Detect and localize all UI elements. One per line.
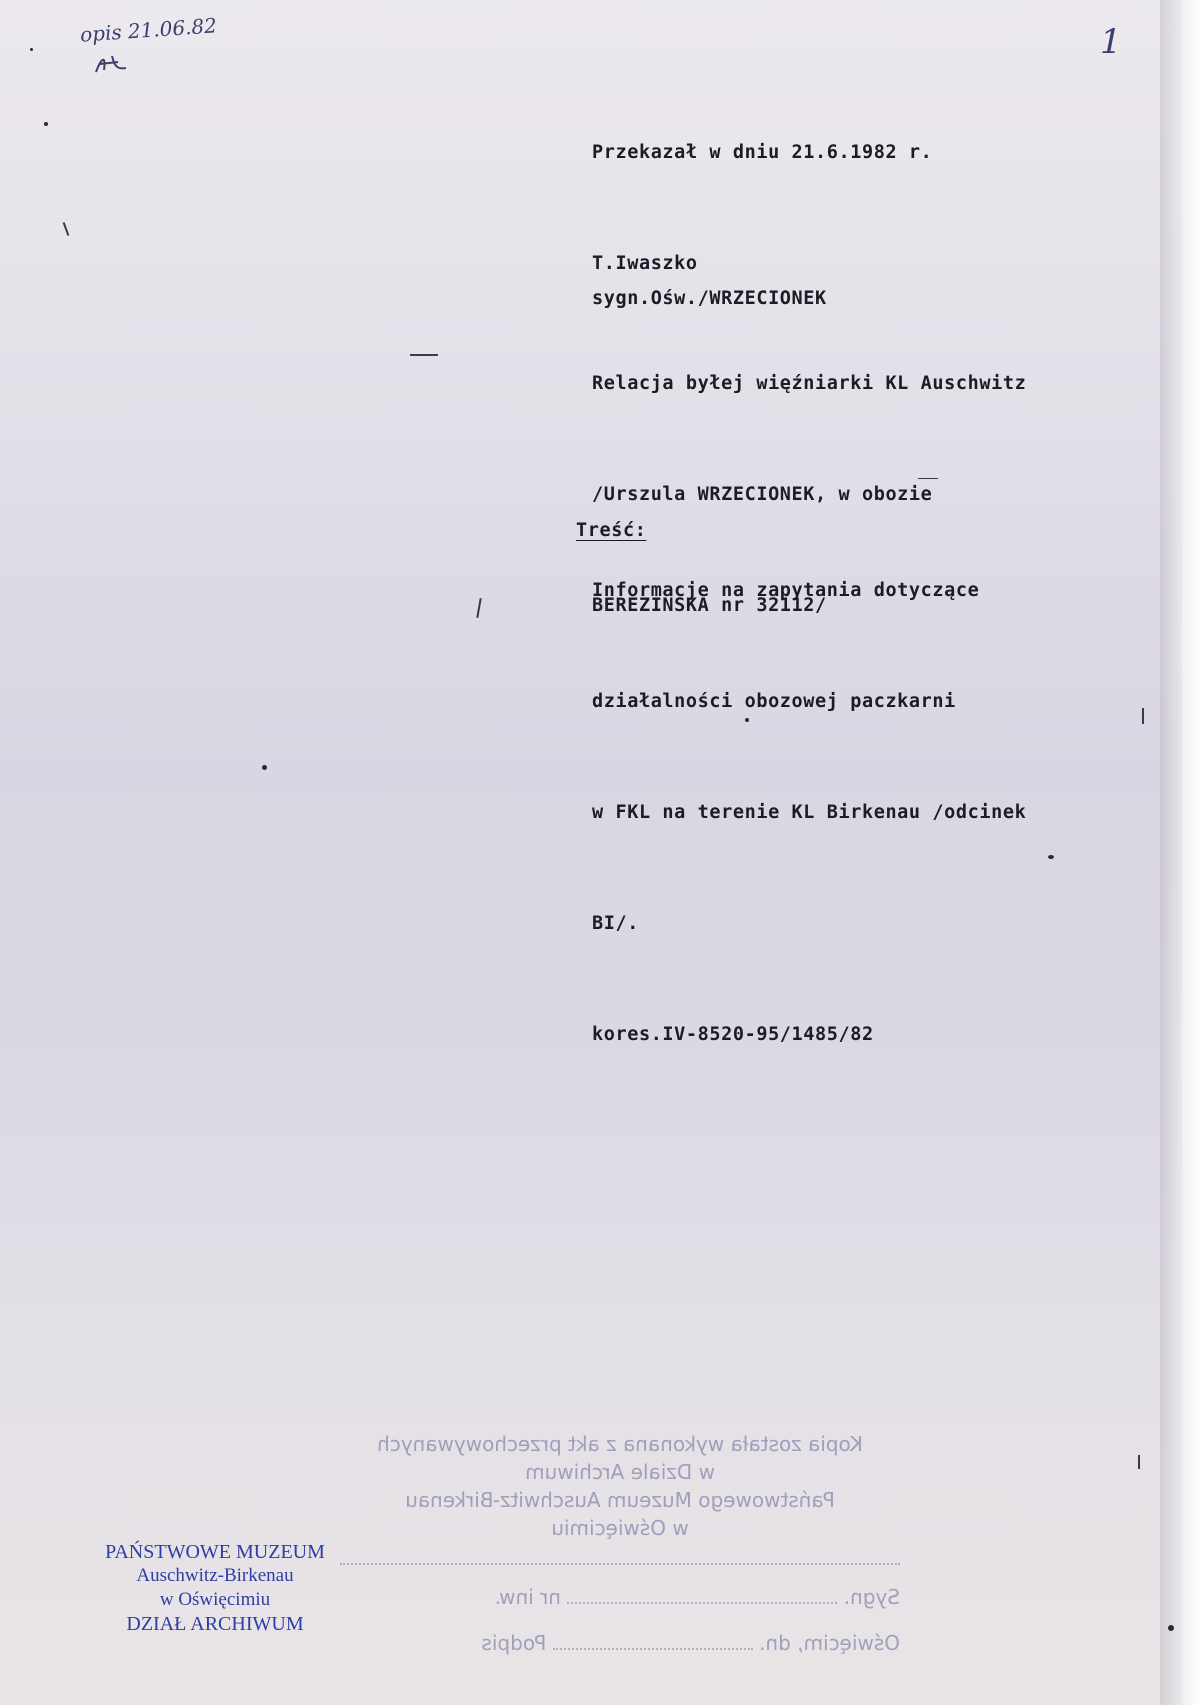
bleed-line-1: Kopia została wykonana z akt przechowywanych [377,1432,863,1456]
form-line-1 [340,1545,900,1565]
initials-mark [92,52,132,78]
scan-speck [30,48,33,51]
scan-speck [1168,1625,1174,1631]
handwritten-initials [92,52,132,84]
form-row-2 [340,1583,900,1611]
scan-speck [44,122,48,126]
content-line-1: Informacje na zapytania dotyczące [592,580,980,601]
archive-stamp [70,1540,360,1636]
scan-speck [262,765,267,770]
content-line-3: w FKL na terenie KL Birkenau /odcinek [592,802,1027,823]
form-label-nrinw: nr inw. [494,1585,562,1609]
scan-mark [410,354,438,356]
scan-mark [1142,708,1144,724]
form-label-date: Oświęcim, dn. [759,1631,900,1655]
relation-line-3: BEREZINSKA nr 32112/ [592,595,827,616]
transfer-line-1: Przekazał w dniu 21.6.1982 r. [592,142,933,163]
scan-mark [918,478,938,479]
form-dots-1 [567,1602,837,1604]
content-block [592,498,1026,1090]
relation-line-1: Relacja byłej więźniarki KL Auschwitz [592,373,1027,394]
form-row-3 [340,1629,900,1657]
stamp-line-1: PAŃSTWOWE MUZEUM [105,1541,325,1563]
signature-text: sygn.Ośw./WRZECIONEK [592,288,827,309]
content-line-5: kores.IV-8520-95/1485/82 [592,1024,874,1045]
bleed-through-text [340,1430,900,1542]
bleed-through-form [340,1545,900,1665]
scan-mark [1138,1455,1140,1469]
page-edge [1160,0,1200,1705]
stamp-line-3: w Oświęcimiu [159,1589,271,1610]
bleed-line-4: w Oświęcimiu [551,1516,689,1540]
page-number: 1 [1100,22,1122,62]
form-label-podpis: Podpis [481,1631,547,1655]
transfer-line-2: T.Iwaszko [592,253,698,274]
form-label-sygn: Sygn. [843,1585,900,1609]
bleed-line-3: Państwowego Muzeum Auschwitz-Birkenau [405,1488,835,1512]
stamp-line-2: Auschwitz-Birkenau [136,1565,294,1586]
form-dots-2 [553,1648,753,1650]
stamp-line-4: DZIAŁ ARCHIWUM [126,1613,304,1635]
relation-line-2: /Urszula WRZECIONEK, w obozie [592,484,933,505]
handwritten-note: opis 21.06.82 [79,13,218,47]
scan-speck [745,718,749,722]
content-line-4: BI/. [592,913,639,934]
content-heading: Treść: [576,520,647,541]
bleed-line-2: w Dziale Archiwum [525,1460,715,1484]
content-line-2: działalności obozowej paczkarni [592,691,956,712]
scan-speck [1048,855,1054,859]
